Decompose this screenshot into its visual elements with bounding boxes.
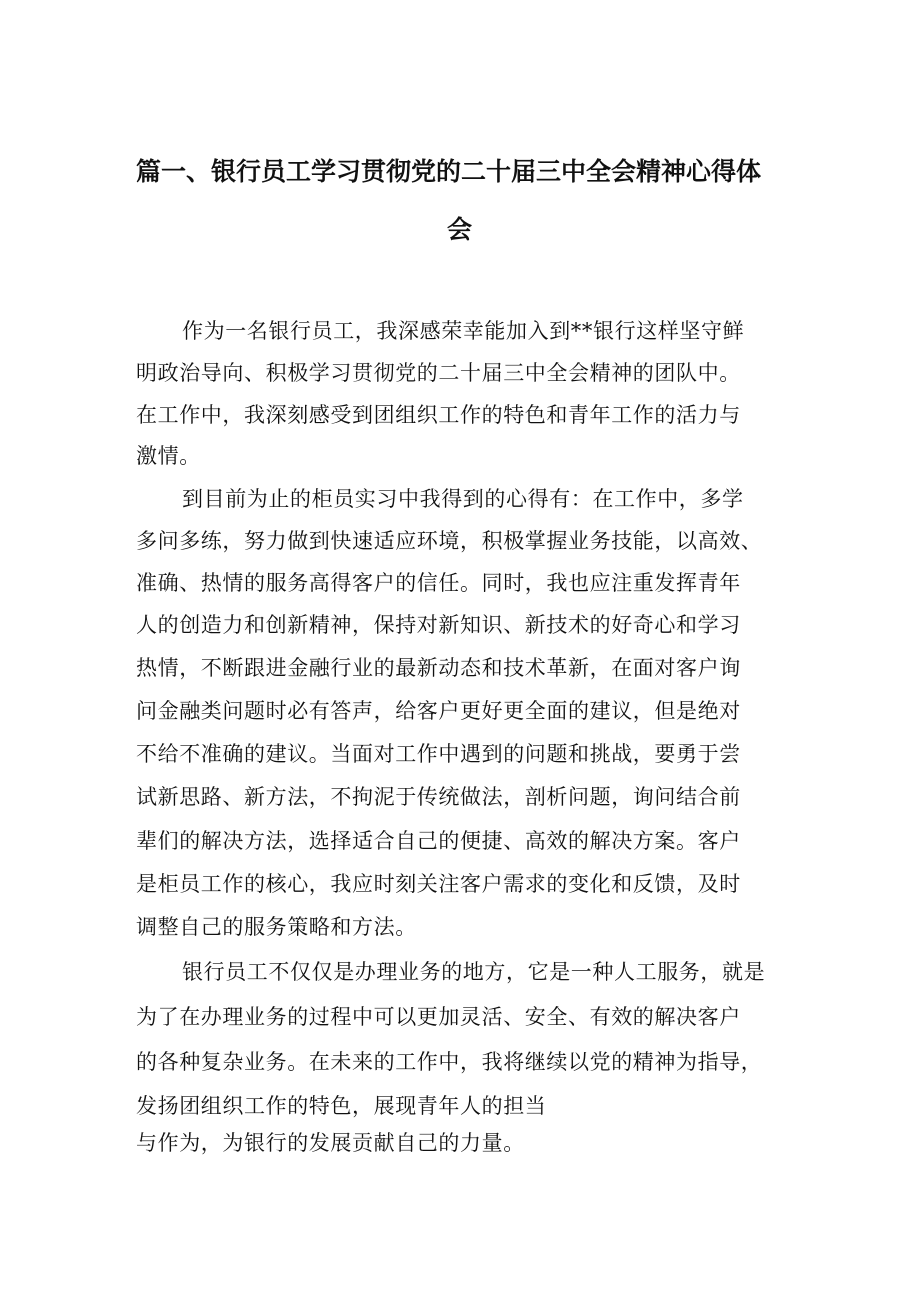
paragraph-2-line-9: 辈们的解决方法，选择适合自己的便捷、高效的解决方案。客户 xyxy=(136,829,741,853)
paragraph-3-line-3: 的各种复杂业务。在未来的工作中，我将继续以党的精神为指导， xyxy=(136,1050,763,1074)
paragraph-1-line-2: 明政治导向、积极学习贯彻党的二十届三中全会精神的团队中。 xyxy=(136,361,741,385)
paragraph-3-line-1: 银行员工不仅仅是办理业务的地方，它是一种人工服务，就是 xyxy=(182,960,766,984)
paragraph-1-line-3: 在工作中，我深刻感受到团组织工作的特色和青年工作的活力与 xyxy=(136,403,741,427)
paragraph-2-line-5: 热情，不断跟进金融行业的最新动态和技术革新，在面对客户询 xyxy=(136,656,741,680)
document-title-line-2: 会 xyxy=(447,215,473,244)
paragraph-1-line-1: 作为一名银行员工，我深感荣幸能加入到**银行这样坚守鲜 xyxy=(182,319,745,343)
paragraph-2-line-11: 调整自己的服务策略和方法。 xyxy=(136,915,417,939)
paragraph-2-line-8: 试新思路、新方法，不拘泥于传统做法，剖析问题，询问结合前 xyxy=(136,785,741,809)
paragraph-2-line-1: 到目前为止的柜员实习中我得到的心得有：在工作中，多学 xyxy=(182,487,744,511)
paragraph-2-line-6: 问金融类问题时必有答声，给客户更好更全面的建议，但是绝对 xyxy=(136,699,741,723)
document-title-line-1: 篇一、银行员工学习贯彻党的二十届三中全会精神心得体 xyxy=(136,157,762,186)
paragraph-3-line-2: 为了在办理业务的过程中可以更加灵活、安全、有效的解决客户 xyxy=(136,1005,741,1029)
paragraph-3-line-4: 发扬团组织工作的特色，展现青年人的担当 xyxy=(136,1094,547,1118)
paragraph-2-line-7: 不给不准确的建议。当面对工作中遇到的问题和挑战，要勇于尝 xyxy=(136,742,741,766)
paragraph-2-line-10: 是柜员工作的核心，我应时刻关注客户需求的变化和反馈，及时 xyxy=(136,872,741,896)
paragraph-2-line-4: 人的创造力和创新精神，保持对新知识、新技术的好奇心和学习 xyxy=(136,613,741,637)
paragraph-2-line-2: 多问多练，努力做到快速适应环境，积极掌握业务技能，以高效、 xyxy=(136,529,763,553)
paragraph-3-line-5: 与作为，为银行的发展贡献自己的力量。 xyxy=(136,1131,525,1155)
paragraph-2-line-3: 准确、热情的服务高得客户的信任。同时，我也应注重发挥青年 xyxy=(136,571,741,595)
paragraph-1-line-4: 激情。 xyxy=(136,444,201,468)
